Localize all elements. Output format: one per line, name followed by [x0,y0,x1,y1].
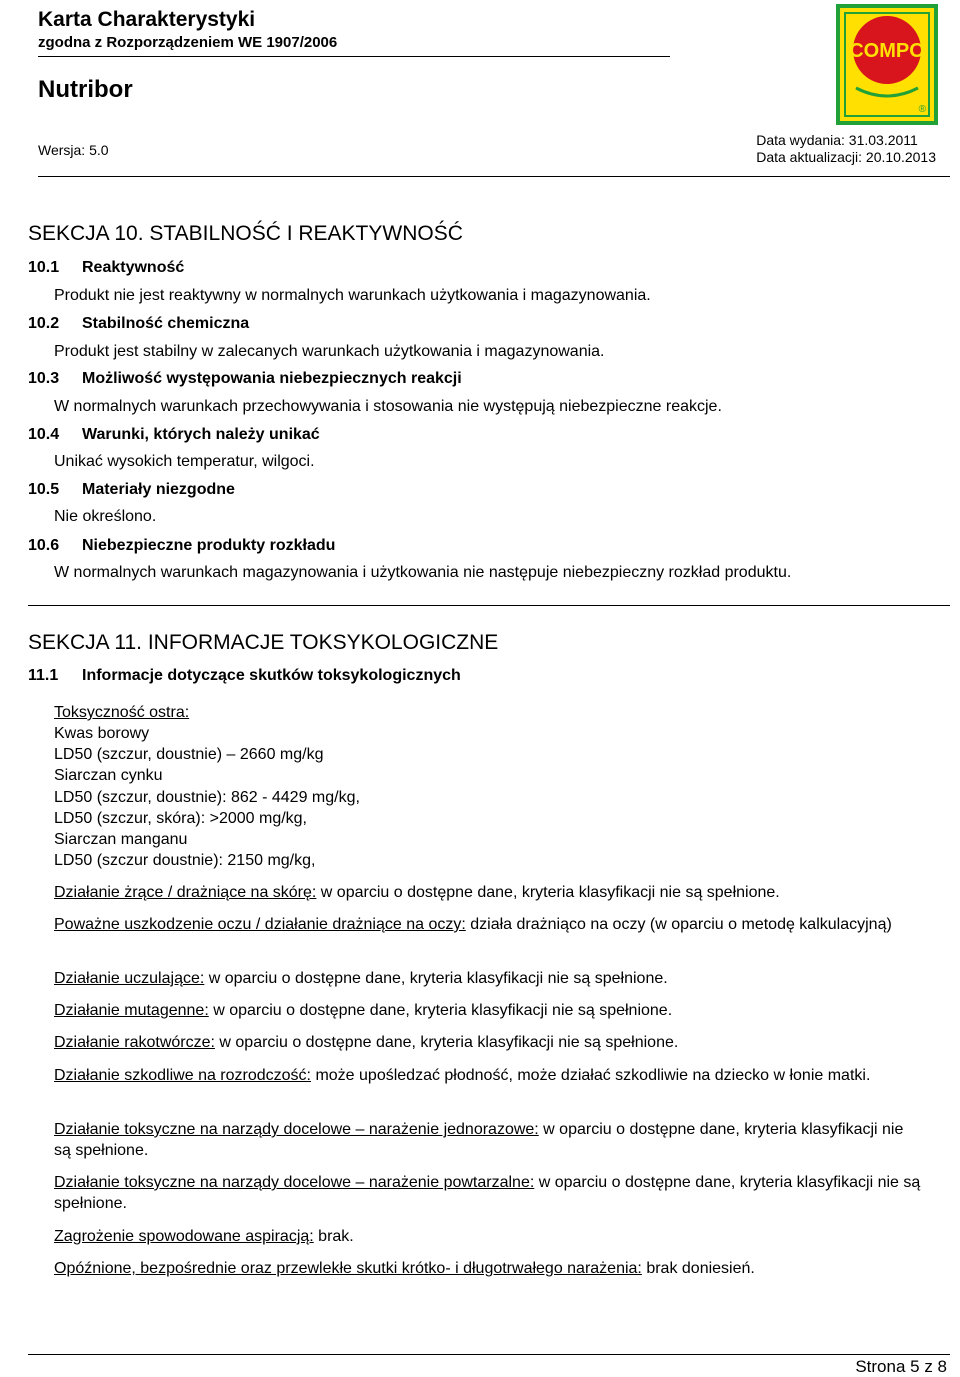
date-block [756,132,936,166]
effect-text: w oparciu o dostępne dane, kryteria klasyfikacji nie są spełnione. [208,1002,673,1019]
effect-label: Poważne uszkodzenie oczu / działanie drażniące na oczy: [54,916,466,933]
section-divider [28,605,950,606]
subsection-text: Nie określono. [54,508,157,525]
effect-text: brak doniesień. [641,1260,755,1277]
subsection-title: Możliwość występowania niebezpiecznych reakcji [82,370,462,387]
issue-date: Data wydania: 31.03.2011 [756,132,918,148]
subsection-number: 10.5 [28,481,60,498]
acute-toxicity-label: Toksyczność ostra: [54,704,190,721]
compo-logo [836,4,938,125]
logo-registered-mark: ® [918,104,926,115]
acute-toxicity-line: LD50 (szczur, doustnie) – 2660 mg/kg [54,746,324,763]
subsection-number: 10.6 [28,537,60,554]
effect-label: Działanie toksyczne na narządy docelowe – narażenie powtarzalne: [54,1174,535,1191]
acute-toxicity-line: LD50 (szczur, doustnie): 862 - 4429 mg/kg, [54,789,360,806]
effect-text: w oparciu o dostępne dane, kryteria klasyfikacji nie są spełnione. [54,1174,921,1212]
acute-toxicity-line: LD50 (szczur, skóra): >2000 mg/kg, [54,810,307,827]
document-title: Karta Charakterystyki [38,8,256,31]
product-name: Nutribor [38,76,133,103]
effect-text: w oparciu o dostępne dane, kryteria klasyfikacji nie są spełnione. [54,1121,904,1159]
acute-toxicity-line: Kwas borowy [54,725,150,742]
logo-text: COMPO [849,40,925,62]
effect-text: w oparciu o dostępne dane, kryteria klasyfikacji nie są spełnione. [214,1034,679,1051]
effect-label: Działanie szkodliwe na rozrodczość: [54,1067,311,1084]
section-11-title: SEKCJA 11. INFORMACJE TOKSYKOLOGICZNE [28,631,499,654]
footer-divider [28,1354,950,1355]
page-number: Strona 5 z 8 [855,1357,947,1376]
effect-paragraph [54,1258,924,1279]
effect-paragraph [54,968,924,989]
effect-label: Działanie mutagenne: [54,1002,209,1019]
subsection-text: Produkt nie jest reaktywny w normalnych warunkach użytkowania i magazynowania. [54,287,651,304]
subsection-number: 10.1 [28,259,60,276]
effect-label: Działanie żrące / drażniące na skórę: [54,884,317,901]
effect-text: brak. [313,1228,354,1245]
effect-text: w oparciu o dostępne dane, kryteria klasyfikacji nie są spełnione. [204,970,668,987]
subsection-text: Produkt jest stabilny w zalecanych warunkach użytkowania i magazynowania. [54,343,605,360]
subsection-number: 10.2 [28,315,60,332]
header-divider-bottom [38,176,950,177]
acute-toxicity-line: Siarczan manganu [54,831,188,848]
subsection-number: 11.1 [28,667,59,684]
effect-label: Opóźnione, bezpośrednie oraz przewlekłe skutki krótko- i długotrwałego narażenia: [54,1260,642,1277]
update-date: Data aktualizacji: 20.10.2013 [756,149,936,165]
subsection-title: Materiały niezgodne [82,481,235,498]
document-subtitle: zgodna z Rozporządzeniem WE 1907/2006 [38,34,338,51]
subsection-title: Niebezpieczne produkty rozkładu [82,537,336,554]
subsection-number: 10.4 [28,426,60,443]
subsection-title: Warunki, których należy unikać [82,426,320,443]
header-divider-top [38,56,670,57]
effect-label: Zagrożenie spowodowane aspiracją: [54,1228,314,1245]
section-10-title: SEKCJA 10. STABILNOŚĆ I REAKTYWNOŚĆ [28,222,463,245]
effect-text: działa drażniąco na oczy (w oparciu o metodę kalkulacyjną) [465,916,892,933]
effect-paragraph [54,1226,924,1247]
effect-paragraph [54,914,924,935]
subsection-number: 10.3 [28,370,60,387]
effect-label: Działanie uczulające: [54,970,205,987]
acute-toxicity-line: LD50 (szczur doustnie): 2150 mg/kg, [54,852,316,869]
subsection-title: Stabilność chemiczna [82,315,250,332]
subsection-text: W normalnych warunkach magazynowania i użytkowania nie następuje niebezpieczny rozkład produktu. [54,564,792,581]
effect-paragraph [54,1119,924,1161]
subsection-title: Reaktywność [82,259,185,276]
acute-toxicity-line: Siarczan cynku [54,767,163,784]
effect-paragraph [54,1000,924,1021]
effect-paragraph [54,882,924,903]
subsection-text: Unikać wysokich temperatur, wilgoci. [54,453,315,470]
effect-paragraph [54,1172,924,1214]
subsection-text: W normalnych warunkach przechowywania i stosowania nie występują niebezpieczne reakcje. [54,398,722,415]
effect-text: może upośledzać płodność, może działać szkodliwie na dziecko w łonie matki. [311,1067,871,1084]
effect-label: Działanie rakotwórcze: [54,1034,215,1051]
version-label: Wersja: 5.0 [38,142,109,158]
effect-paragraph [54,1065,924,1086]
effect-label: Działanie toksyczne na narządy docelowe – narażenie jednorazowe: [54,1121,539,1138]
effect-paragraph [54,1032,924,1053]
effect-text: w oparciu o dostępne dane, kryteria klasyfikacji nie są spełnione. [316,884,780,901]
subsection-title: Informacje dotyczące skutków toksykologicznych [82,667,461,684]
